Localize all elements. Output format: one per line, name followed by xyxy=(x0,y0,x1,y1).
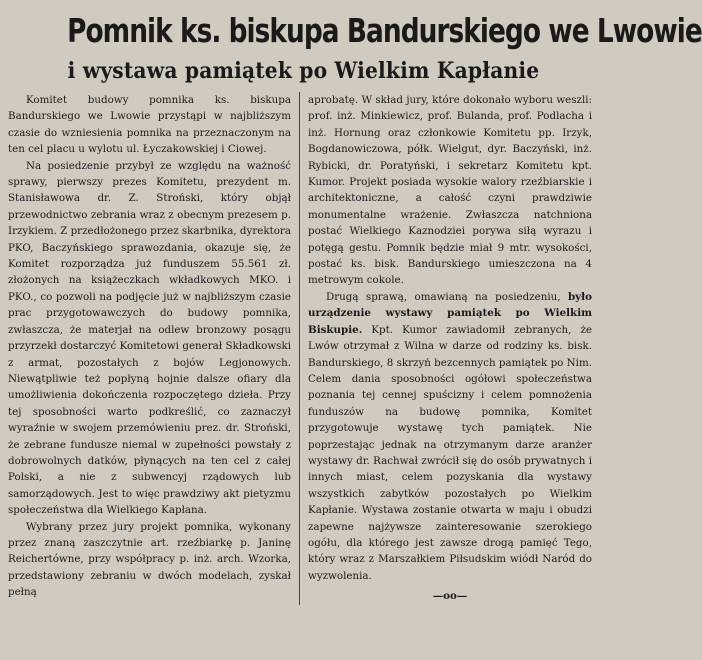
bold-phrase: było urządzenie wystawy pamiątek po Wielkim Biskupie. xyxy=(308,290,592,336)
paragraph: Komitet budowy pomnika ks. biskupa Bandurskiego we Lwowie przystąpi w najbliższym czasie do wzniesienia pomnika na przeznaczonym na ten cel placu u wylotu ul. Łyczakowskiej i Ciowej. xyxy=(8,94,291,156)
paragraph-continued: aprobatę. W skład jury, które dokonało wyboru weszli: prof. inż. Minkiewicz, prof. Bulanda, prof. Podlacha i inż. Hornung oraz członkowie Komitetu pp. Irzyk, Bogdanowiczowa, półk. Wielgut, dyr. Baczyński, inż. Rybicki, dr. Poratyński, i sekretarz Komitetu kpt. Kumor. Projekt posiada wysokie walory rzeźbiarskie i architektoniczne, a całość czyni prawdziwie monumentalne wrażenie. Zwłaszcza natchniona postać Wielkiego Kaznodziei porywa siłą wyrazu i potęgą gestu. Pomnik będzie miał 9 mtr. wysokości, postać ks. bisk. Bandurskiego umieszczona na 4 metrowym cokole. xyxy=(308,94,592,287)
paragraph-text: Drugą sprawą, omawianą na posiedzeniu, xyxy=(326,290,561,303)
paragraph: Wybrany przez jury projekt pomnika, wykonany przez znaną zaszczytnie art. rzeźbiarkę p. Janinę Reichertówne, przy współpracy p. inż. arch. Wzorka, przedstawiony zebraniu w dwóch modelach, zyskał pełną xyxy=(8,520,291,599)
paragraph: Na posiedzenie przybył ze względu na ważność sprawy, pierwszy prezes Komitetu, prezydent m. Stanisławowa dr. Z. Stroński, który objął przewodnictwo zebrania wraz z obecnym prezesem p. Irzykiem. Z przedłożonego przez skarbnika, dyrektora PKO, Baczyńskiego sprawozdania, okazuje się, że Komitet rozporządza już funduszem 55.561 zł. złożonych na książeczkach wkładkowych MKO. i PKO., co pozwoli na podjęcie już w najbliższym czasie prac przygotowawczych do budowy pomnika, zwłaszcza, że materjał na odlew bronzowy posągu przyrzekł dostarczyć Komitetowi generał Składkowski z armat, pozostałych z bojów Legjonowych. Niewątpliwie też popłyną hojnie dalsze ofiary dla umożliwienia dokończenia rozpoczętego dzieła. Przy tej sposobności warto podkreślić, co zaznaczył wyraźnie w swojem przemówieniu prez. dr. Stroński, że zebrane fundusze niemal w zupełności powstały z dobrowolnych datków, płynących na ten cel z całej Polski, a nie z subwencyj rządowych lub samorządowych. Jest to więc prawdziwy akt pietyzmu społeczeństwa dla Wielkiego Kapłana. xyxy=(8,159,291,517)
paragraph xyxy=(308,289,592,584)
article-columns xyxy=(8,92,599,605)
headline: Pomnik ks. biskupa Bandurskiego we Lwowie xyxy=(67,11,702,50)
end-mark: —oo— xyxy=(432,590,468,603)
subheadline: i wystawa pamiątek po Wielkim Kapłanie xyxy=(67,58,540,84)
paragraph-text: Kpt. Kumor zawiadomił zebranych, że Lwów otrzymał z Wilna w darze od rodziny ks. bisk. Bandurskiego, 8 skrzyń bezcennych pamiątek po Nim. Celem dania sposobności ogółowi społeczeństwa poznania tej cennej spuścizny i celem pomnożenia funduszów na budowę pomnika, Komitet przygotowuje wystawę tych pamiątek. Nie poprzestając jednak na otrzymanym darze aranżer wystawy dr. Rachwał zwrócił się do osób prywatnych i innych miast, celem pozyskania dla wystawy wszystkich zabytków pozostałych po Wielkim Kapłanie. Wystawa zostanie otwarta w maju i obudzi zapewne najżywsze zainteresowanie szerokiego ogółu, dla którego jest zawsze drogą pamięć Tego, który wraz z Marszałkiem Piłsudskim wiódł Naród do wyzwolenia. xyxy=(308,323,592,582)
left-column xyxy=(8,92,300,605)
right-column xyxy=(300,92,592,605)
